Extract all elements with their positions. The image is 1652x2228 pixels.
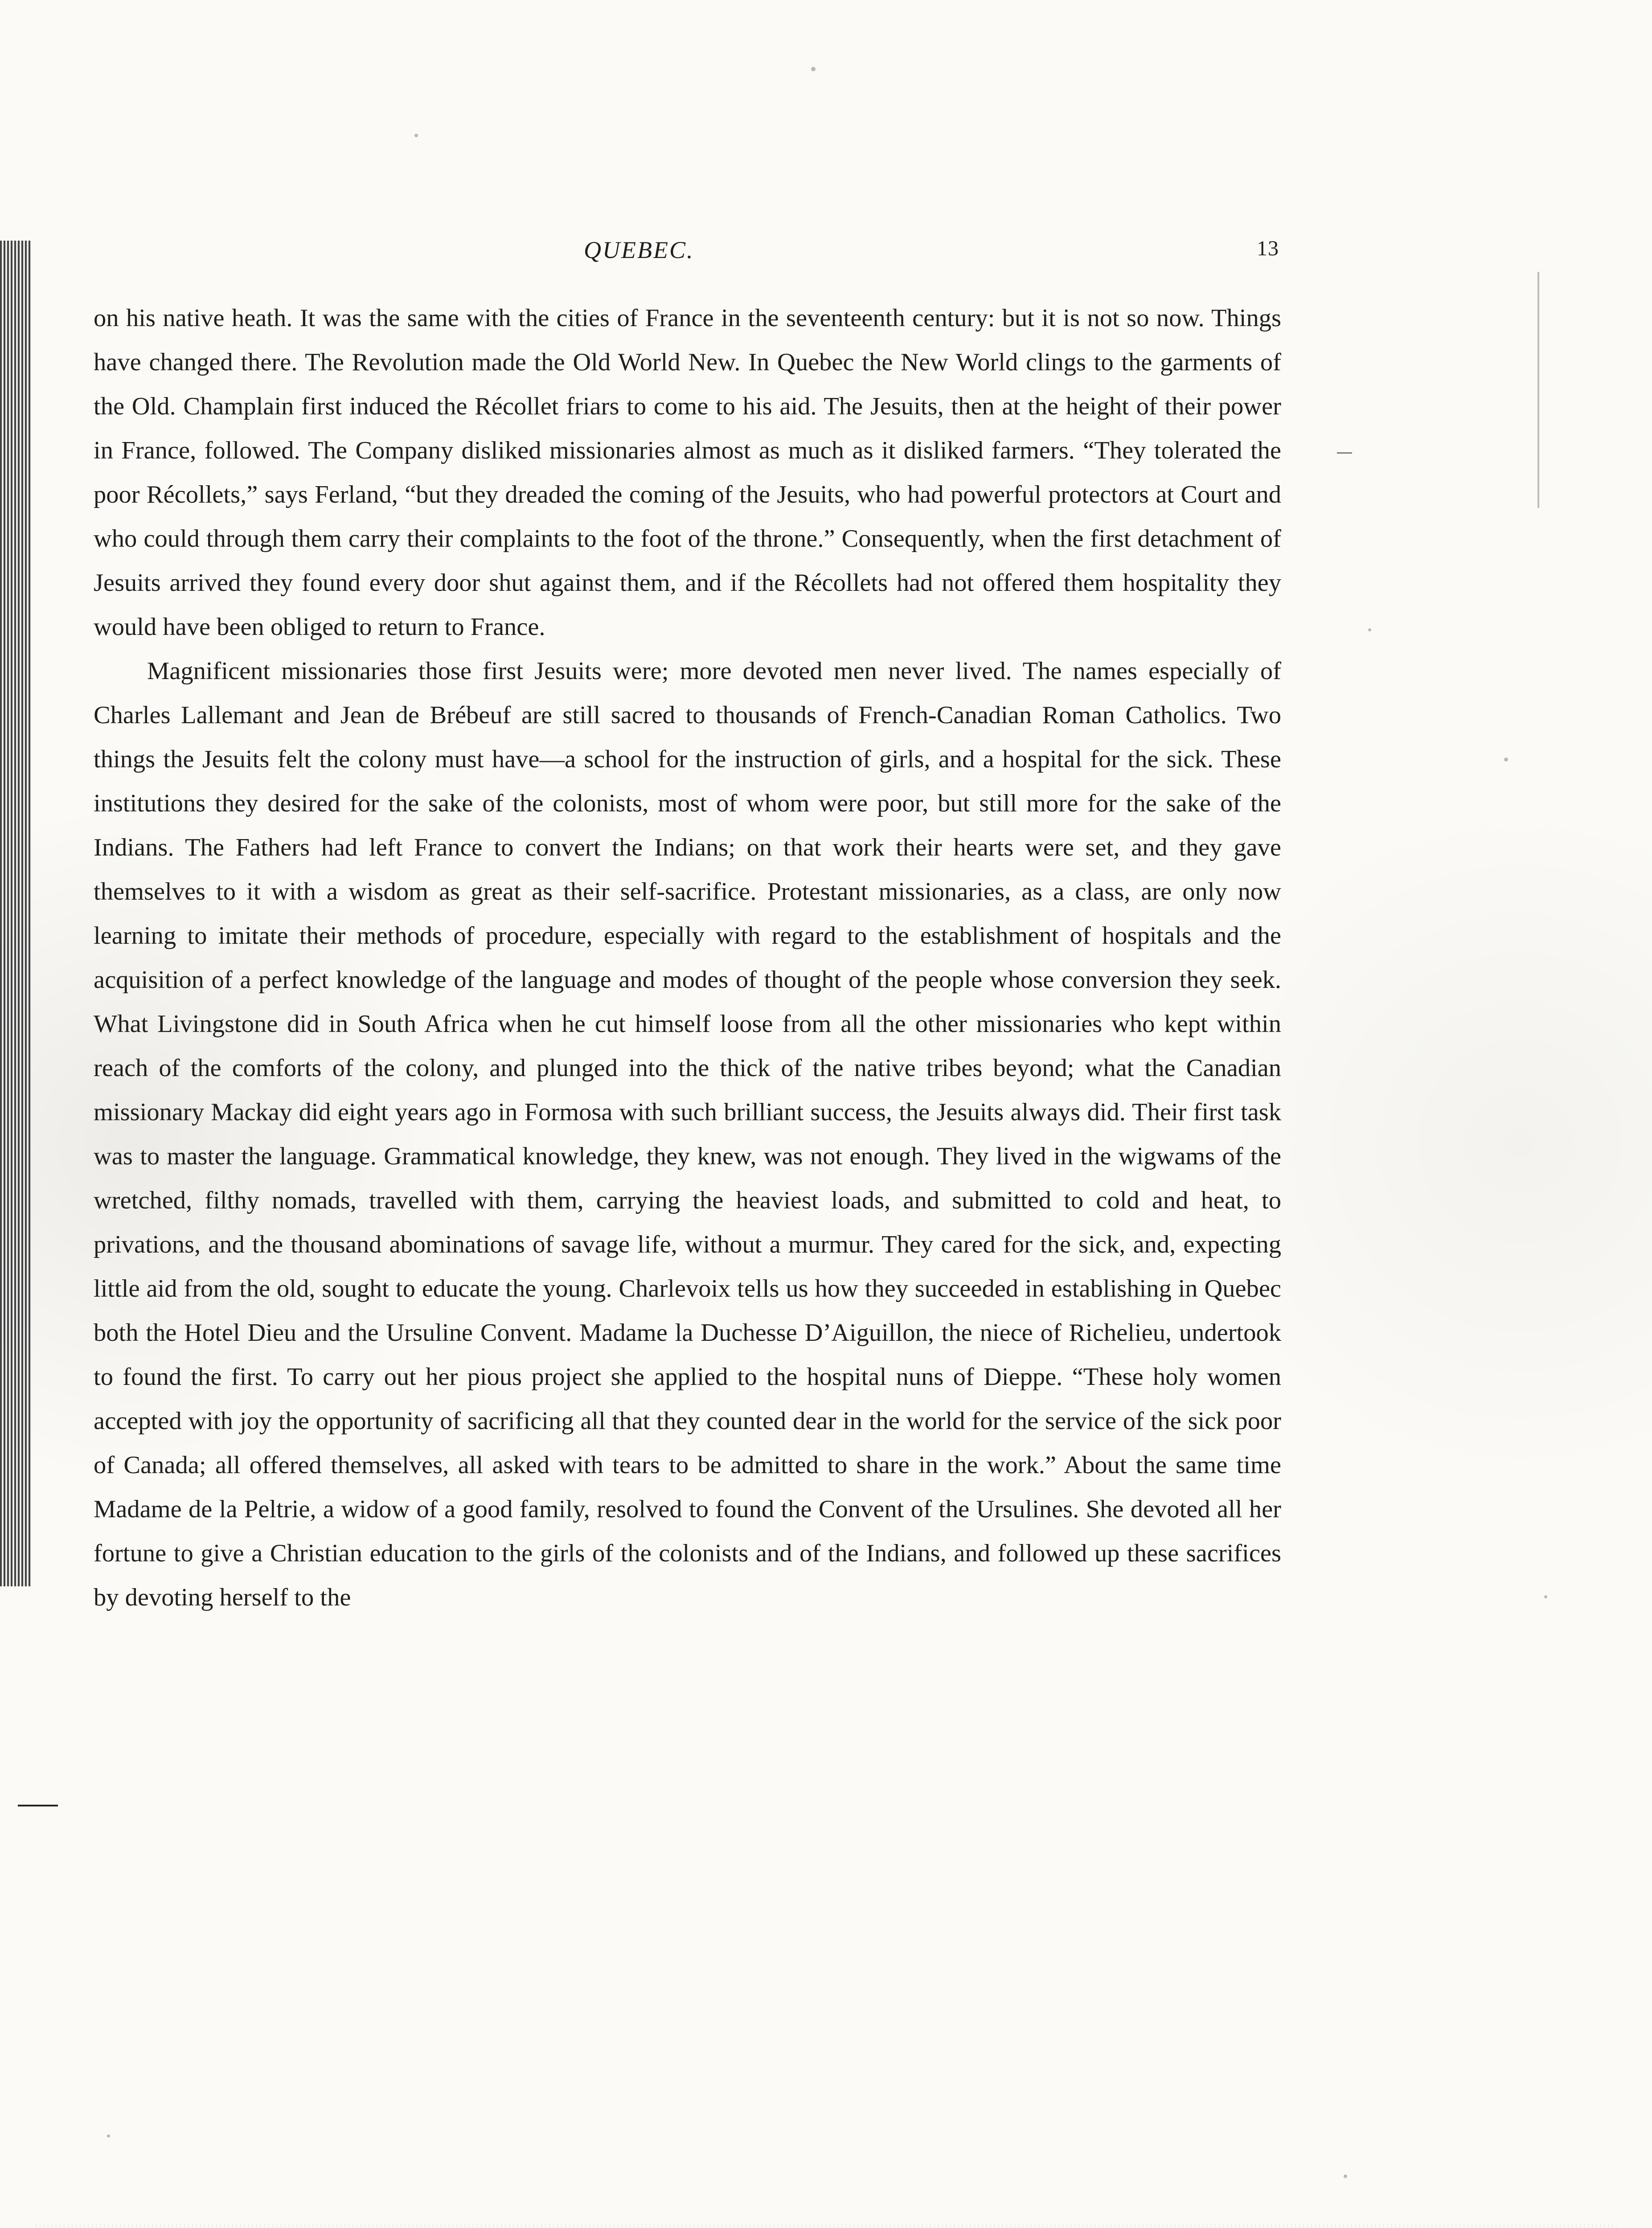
paper-speck <box>1504 758 1508 762</box>
running-title: QUEBEC. <box>584 237 694 263</box>
binding-edge-shadow <box>0 241 31 1586</box>
paper-speck <box>1344 2175 1347 2178</box>
left-margin-mark <box>18 1805 58 1806</box>
paragraph: on his native heath. It was the same with the cities of France in the seventeenth century: but it is not so now. Things have changed there. The Revolution made the Old World New. In Quebec the New World clings to the garments of the Old. Champlain first induced the Récollet friars to come to his aid. The Jesuits, then at the height of their power in France, followed. The Company disliked missionaries almost as much as it disliked farmers. “They tolerated the poor Récollets,” says Ferland, “but they dreaded the coming of the Jesuits, who had powerful protectors at Court and who could through them carry their complaints to the foot of the throne.” Consequently, when the first detachment of Jesuits arrived they found every door shut against them, and if the Récollets had not offered them hospitality they would have been obliged to return to France. <box>94 304 1281 641</box>
paper-speck <box>414 134 418 137</box>
paragraph: Magnificent missionaries those first Jesuits were; more devoted men never lived. The names especially of Charles Lallemant and Jean de Brébeuf are still sacred to thousands of French-Canadian Roman Catholics. Two things the Jesuits felt the colony must have—a school for the instruction of girls, and a hospital for the sick. These institutions they desired for the sake of the colonists, most of whom were poor, but still more for the sake of the Indians. The Fathers had left France to convert the Indians; on that work their hearts were set, and they gave themselves to it with a wisdom as great as their self-sacrifice. Protestant missionaries, as a class, are only now learning to imitate their methods of procedure, especially with regard to the establishment of hospitals and the acquisition of a perfect knowledge of the language and modes of thought of the people whose conversion they seek. What Livingstone did in South Africa when he cut himself loose from all the other missionaries who kept within reach of the comforts of the colony, and plunged into the thick of the native tribes beyond; what the Canadian missionary Mackay did eight years ago in Formosa with such brilliant success, the Jesuits always did. Their first task was to master the language. Grammatical knowledge, they knew, was not enough. They lived in the wigwams of the wretched, filthy nomads, travelled with them, carrying the heaviest loads, and submitted to cold and heat, to privations, and the thousand abominations of savage life, without a murmur. They cared for the sick, and, expecting little aid from the old, sought to educate the young. Charlevoix tells us how they succeeded in establishing in Quebec both the Hotel Dieu and the Ursuline Convent. Madame la Duchesse D’Aiguillon, the niece of Richelieu, undertook to found the first. To carry out her pious project she applied to the hospital nuns of Dieppe. “These holy women accepted with joy the opportunity of sacrificing all that they counted dear in the world for the service of the sick poor of Canada; all offered themselves, all asked with tears to be admitted to share in the work.” About the same time Madame de la Peltrie, a widow of a good family, resolved to found the Convent of the Ursulines. She devoted all her fortune to give a Christian education to the girls of the colonists and of the Indians, and followed up these sacrifices by devoting herself to the <box>94 657 1281 1611</box>
right-margin-dash <box>1337 452 1352 454</box>
paper-speck <box>811 67 816 71</box>
page-header <box>94 236 1279 267</box>
paper-speck <box>1544 1595 1547 1598</box>
bottom-edge-texture <box>36 2224 1616 2228</box>
page-number: 13 <box>1257 237 1279 260</box>
paper-speck <box>1368 628 1371 631</box>
main-text <box>94 296 1281 2168</box>
right-margin-rule <box>1537 272 1539 508</box>
